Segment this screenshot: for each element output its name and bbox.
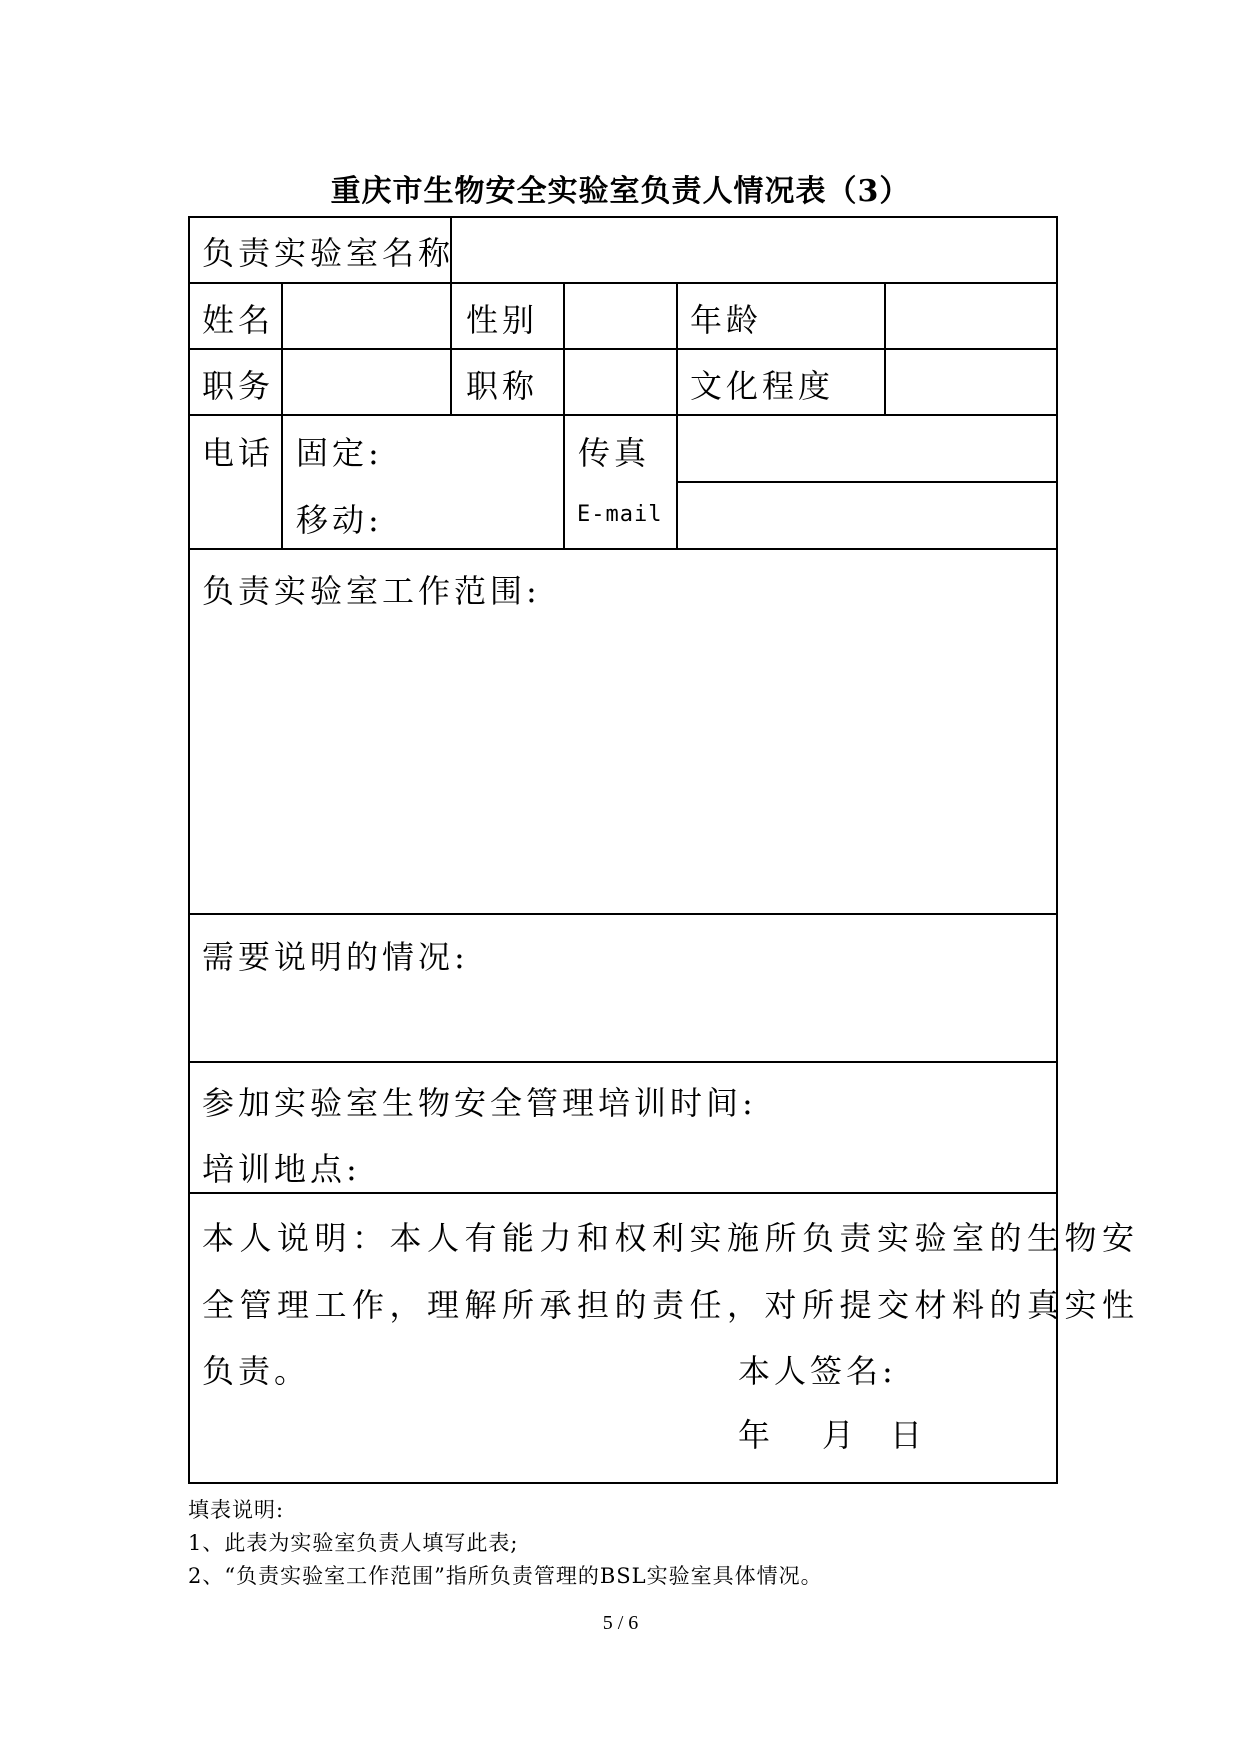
gender-label: 性别 (466, 301, 539, 339)
col-divider (676, 282, 678, 416)
instructions-item-2: 2、“负责实验室工作范围”指所负责管理的BSL实验室具体情况。 (188, 1564, 823, 1588)
work-scope-label: 负责实验室工作范围: (202, 572, 541, 610)
name-field[interactable] (283, 284, 450, 348)
instructions-heading: 填表说明: (188, 1498, 285, 1522)
landline-label: 固定: (296, 434, 383, 472)
phone-label: 电话 (202, 434, 275, 472)
declaration-line-2: 全管理工作，理解所承担的责任，对所提交材料的真实性 (202, 1286, 1140, 1324)
education-label: 文化程度 (690, 367, 835, 405)
fill-instructions (188, 1494, 823, 1593)
education-field[interactable] (886, 350, 1056, 414)
position-label: 职务 (202, 367, 275, 405)
signature-field[interactable] (880, 1340, 1050, 1390)
training-place-label: 培训地点: (202, 1150, 361, 1188)
date-day: 日 (890, 1416, 927, 1454)
page-number: 5 / 6 (602, 1612, 639, 1634)
declaration-line-1: 本人说明：本人有能力和权利实施所负责实验室的生物安 (202, 1219, 1140, 1257)
date-year: 年 (738, 1416, 775, 1454)
fax-field[interactable] (678, 416, 1056, 481)
row-divider (188, 1061, 1058, 1063)
professional-title-label: 职称 (466, 367, 539, 405)
notes-label: 需要说明的情况: (202, 938, 469, 976)
notes-field[interactable] (190, 975, 1056, 1059)
col-divider (450, 282, 452, 416)
email-label: E-mail (577, 502, 663, 527)
email-field[interactable] (678, 483, 1056, 548)
training-time-label: 参加实验室生物安全管理培训时间: (202, 1084, 757, 1122)
age-label: 年龄 (690, 301, 763, 339)
mobile-field[interactable] (380, 483, 563, 547)
lab-name-field[interactable] (452, 218, 1056, 282)
name-label: 姓名 (202, 301, 275, 339)
landline-field[interactable] (380, 416, 563, 480)
fax-label: 传真 (578, 434, 651, 472)
gender-field[interactable] (565, 284, 676, 348)
col-divider (563, 414, 565, 550)
lab-name-label: 负责实验室名称 (202, 234, 455, 272)
position-field[interactable] (283, 350, 450, 414)
declaration-line-3: 负责。 (202, 1352, 311, 1390)
date-month: 月 (822, 1416, 859, 1454)
work-scope-field[interactable] (190, 610, 1056, 910)
mobile-label: 移动: (296, 501, 383, 539)
signature-label: 本人签名: (738, 1352, 897, 1390)
instructions-item-1: 1、此表为实验室负责人填写此表; (188, 1531, 519, 1555)
age-field[interactable] (886, 284, 1056, 348)
table-border-bottom (188, 1482, 1058, 1484)
row-divider (188, 913, 1058, 915)
row-divider (188, 548, 1058, 550)
form-title: 重庆市生物安全实验室负责人情况表（3） (330, 174, 911, 209)
professional-title-field[interactable] (565, 350, 676, 414)
row-divider (188, 1192, 1058, 1194)
